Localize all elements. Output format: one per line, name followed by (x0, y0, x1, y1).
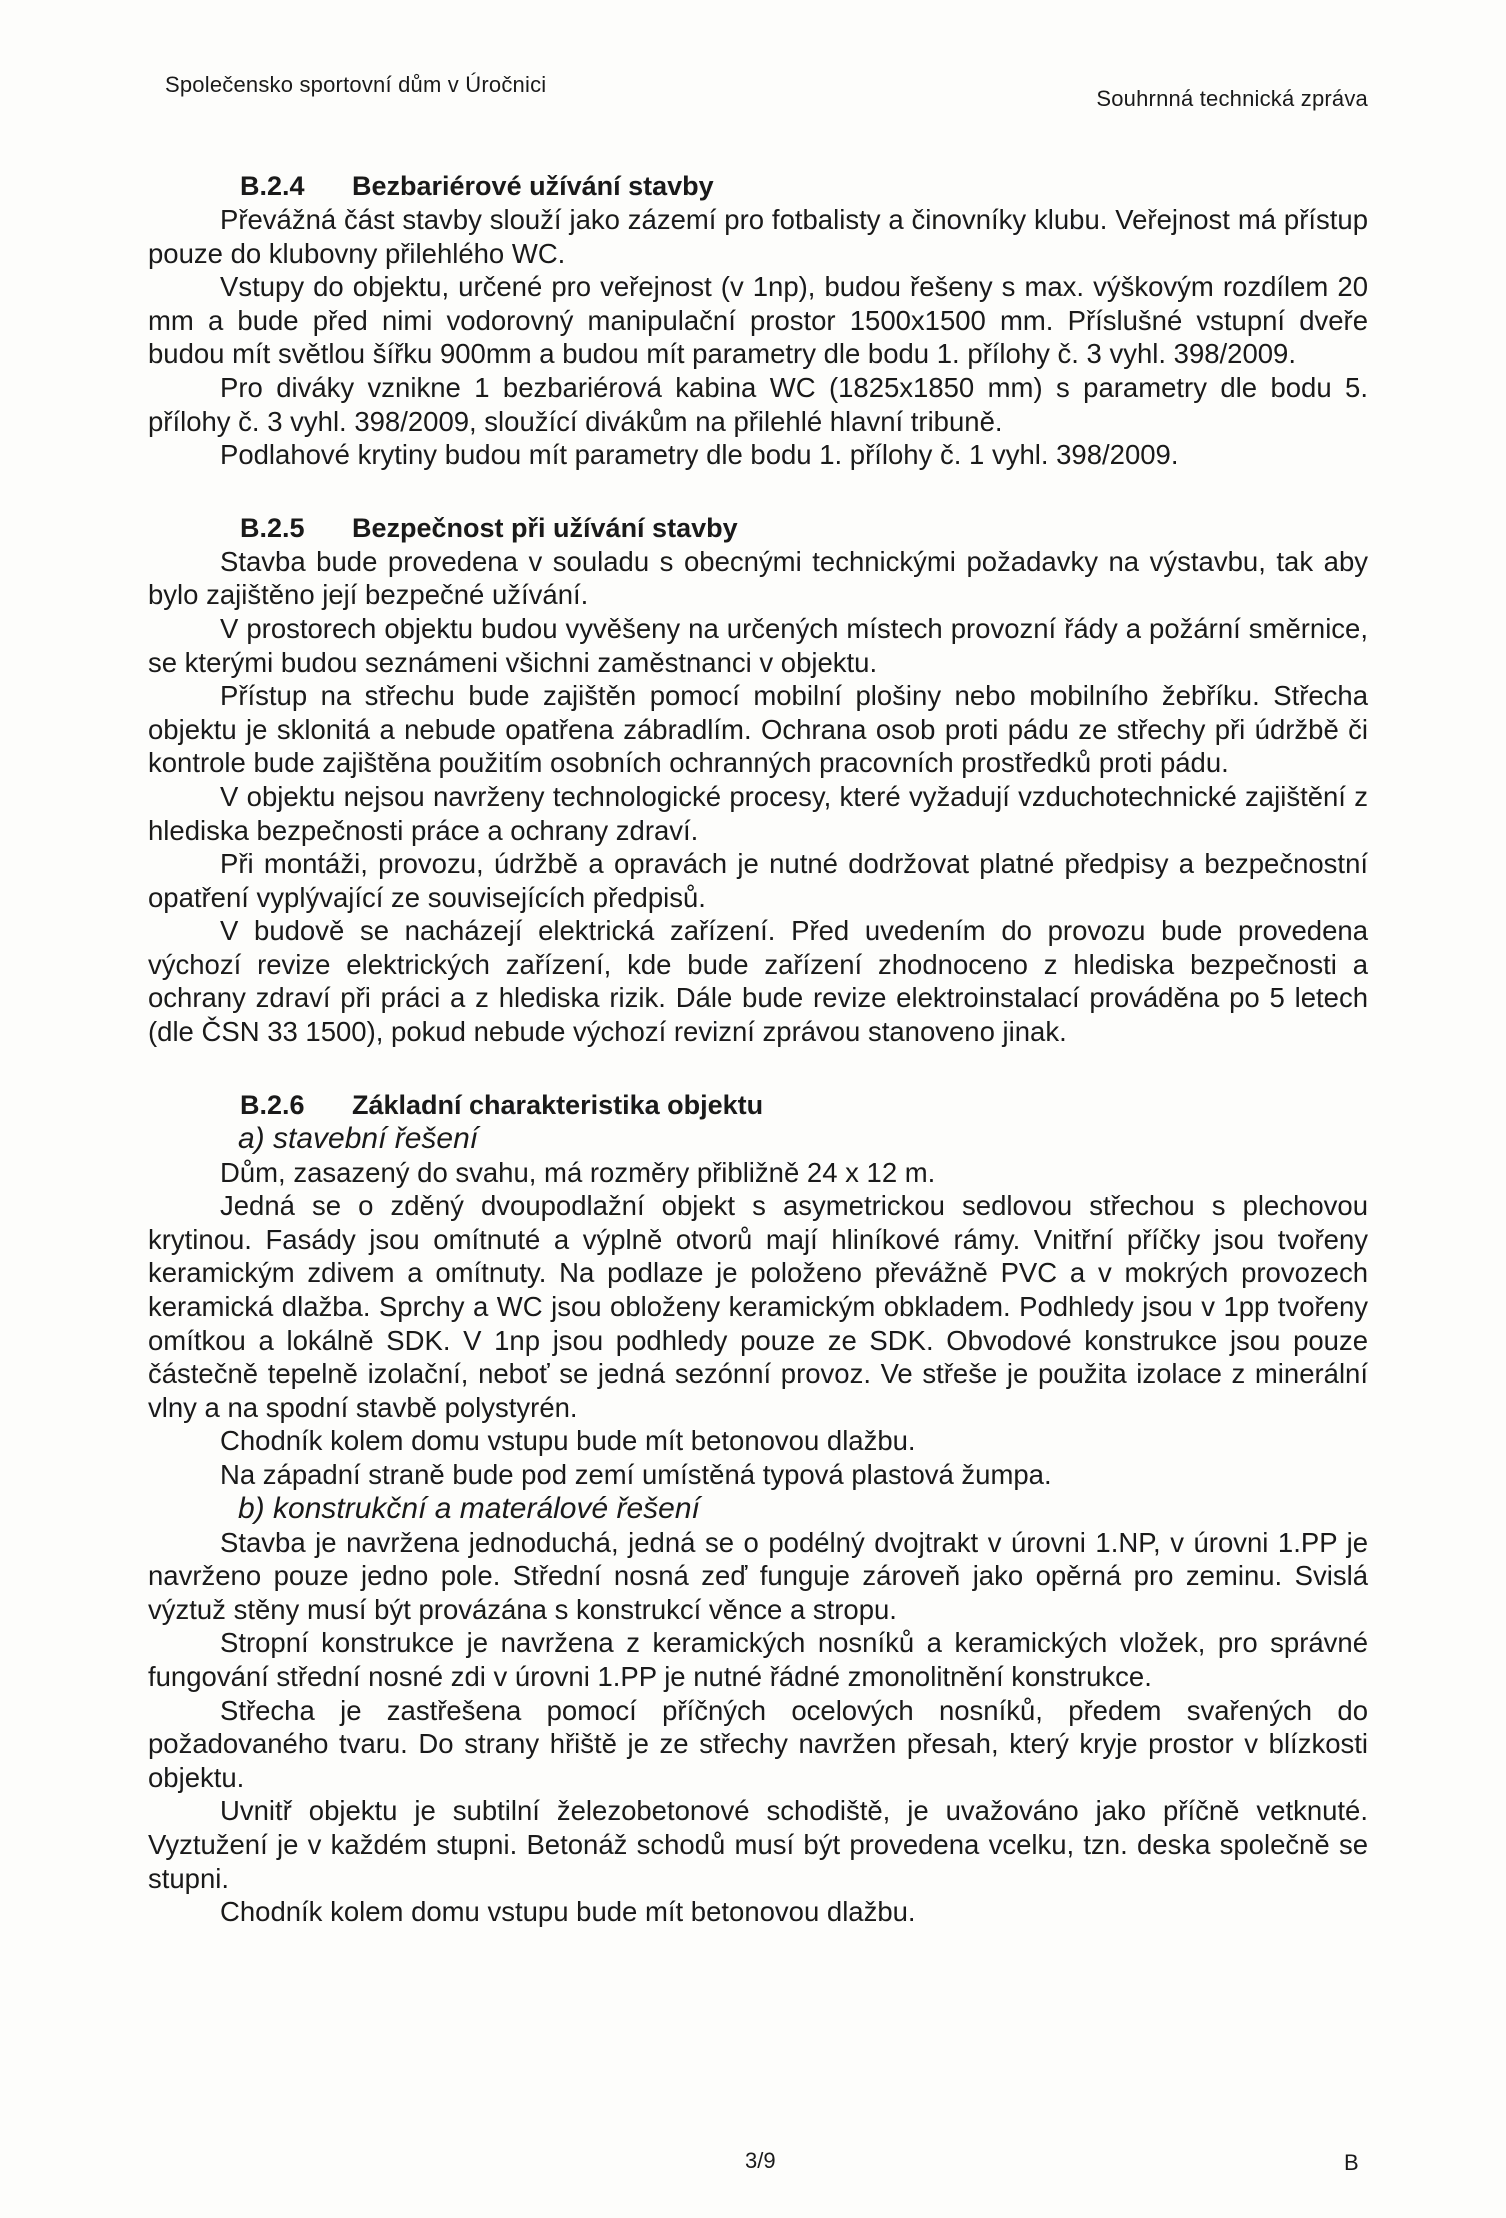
paragraph: Uvnitř objektu je subtilní železobetonové schodiště, je uvažováno jako příčně vetknuté. Vyztužení je v každém stupni. Betonáž schodů musí být provedena vcelku, tzn. deska společně se stupni. (148, 1795, 1368, 1894)
paragraph: Stavba je navržena jednoduchá, jedná se o podélný dvojtrakt v úrovni 1.NP, v úrovni 1.PP je navrženo pouze jedno pole. Střední nosná zeď funguje zároveň jako opěrná pro zeminu. Svislá výztuž stěny musí být provázána s konstrukcí věnce a stropu. (148, 1526, 1368, 1625)
page-number: 3/9 (745, 2148, 776, 2173)
section-heading (240, 1089, 1368, 1122)
paragraph: Dům, zasazený do svahu, má rozměry přibližně 24 x 12 m. (220, 1156, 936, 1188)
section-number: B.2.5 (240, 512, 305, 543)
section-number: B.2.4 (240, 171, 305, 201)
paragraph: Přístup na střechu bude zajištěn pomocí mobilní plošiny nebo mobilního žebříku. Střecha objektu je sklonitá a nebude opatřena zábradlím. Ochrana osob proti pádu ze střechy při údržbě či kontrole bude zajištěna použitím osobních ochranných pracovních prostředků proti pádu. (148, 680, 1368, 779)
document-body (148, 170, 1368, 1929)
paragraph: Vstupy do objektu, určené pro veřejnost (v 1np), budou řešeny s max. výškovým rozdílem 20 mm a bude před nimi vodorovný manipulační prostor 1500x1500 mm. Příslušné vstupní dveře budou mít světlou šířku 900mm a budou mít parametry dle bodu 1. přílohy č. 3 vyhl. 398/2009. (148, 271, 1368, 370)
section-barrier-free (148, 170, 1368, 472)
subsection-heading: b) konstrukční a materálové řešení (238, 1491, 700, 1525)
section-title: Základní charakteristika objektu (352, 1089, 764, 1120)
paragraph: Jedná se o zděný dvoupodlažní objekt s asymetrickou sedlovou střechou s plechovou krytinou. Fasády jsou omítnuté a výplně otvorů mají hliníkové rámy. Vnitřní příčky jsou tvořeny keramickým zdivem a omítnuty. Na podlaze je položeno převážně PVC a v mokrých provozech keramická dlažba. Sprchy a WC jsou obloženy keramickým obkladem. Podhledy jsou v 1pp tvořeny omítkou a lokálně SDK. V 1np jsou podhledy pouze ze SDK. Obvodové konstrukce jsou pouze částečně tepelně izolační, neboť se jedná sezónní provoz. Ve střeše je použita izolace z minerální vlny a na spodní stavbě polystyrén. (148, 1190, 1368, 1423)
paragraph: V prostorech objektu budou vyvěšeny na určených místech provozní řády a požární směrnice, se kterými budou seznámeni všichni zaměstnanci v objektu. (148, 612, 1368, 678)
paragraph: Střecha je zastřešena pomocí příčných ocelových nosníků, předem svařených do požadovaného tvaru. Do strany hřiště je ze střechy navržen přesah, který kryje prostor v blízkosti objektu. (148, 1694, 1368, 1793)
section-heading (240, 170, 1368, 203)
paragraph: Stavba bude provedena v souladu s obecnými technickými požadavky na výstavbu, tak aby bylo zajištěno její bezpečné užívání. (148, 545, 1368, 611)
part-letter: B (1344, 2150, 1359, 2175)
paragraph: V objektu nejsou navrženy technologické procesy, které vyžadují vzduchotechnické zajištění z hlediska bezpečnosti práce a ochrany zdraví. (148, 780, 1368, 846)
section-heading (240, 512, 1368, 545)
paragraph: Chodník kolem domu vstupu bude mít betonovou dlažbu. (220, 1896, 916, 1928)
paragraph: Chodník kolem domu vstupu bude mít betonovou dlažbu. (220, 1425, 916, 1457)
section-title: Bezbariérové užívání stavby (352, 171, 714, 201)
paragraph: Na západní straně bude pod zemí umístěná typová plastová žumpa. (220, 1459, 1052, 1490)
paragraph: V budově se nacházejí elektrická zařízení. Před uvedením do provozu bude provedena výchozí revize elektrických zařízení, kde bude zařízení zhodnoceno z hlediska bezpečnosti a ochrany zdraví při práci a z hlediska rizik. Dále bude revize elektroinstalací prováděna po 5 letech (dle ČSN 33 1500), pokud nebude výchozí revizní zprávou stanoveno jinak. (148, 915, 1368, 1048)
paragraph: Pro diváky vznikne 1 bezbariérová kabina WC (1825x1850 mm) s parametry dle bodu 5. přílohy č. 3 vyhl. 398/2009, sloužící divákům na přilehlé hlavní tribuně. (148, 371, 1368, 437)
section-title: Bezpečnost při užívání stavby (352, 512, 738, 543)
paragraph: Podlahové krytiny budou mít parametry dle bodu 1. přílohy č. 1 vyhl. 398/2009. (220, 439, 1179, 471)
header-document-type: Souhrnná technická zpráva (1096, 86, 1368, 111)
paragraph: Stropní konstrukce je navržena z keramických nosníků a keramických vložek, pro správné fungování střední nosné zdi v úrovni 1.PP je nutné řádné zmonolitnění konstrukce. (148, 1627, 1368, 1692)
section-building-characteristics (148, 1089, 1368, 1929)
paragraph: Při montáži, provozu, údržbě a opravách je nutné dodržovat platné předpisy a bezpečnostní opatření vyplývající ze souvisejících předpisů. (148, 848, 1368, 913)
section-safety (148, 512, 1368, 1049)
section-number: B.2.6 (240, 1089, 305, 1120)
subsection-heading: a) stavební řešení (238, 1121, 479, 1155)
paragraph: Převážná část stavby slouží jako zázemí pro fotbalisty a činovníky klubu. Veřejnost má přístup pouze do klubovny přilehlého WC. (148, 204, 1368, 269)
header-project-name: Společensko sportovní dům v Úročnici (165, 72, 547, 97)
